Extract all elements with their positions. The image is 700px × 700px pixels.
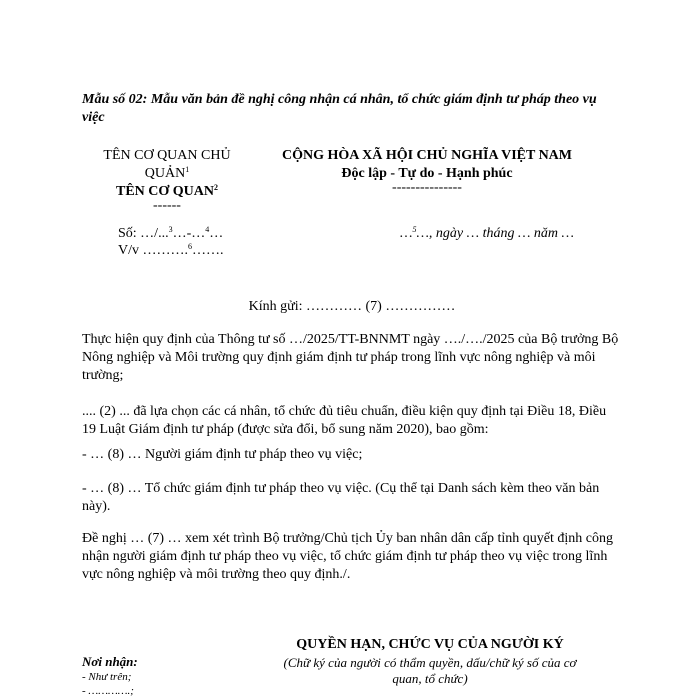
agency-name: TÊN CƠ QUAN$^2$ xyxy=(115,183,218,199)
agency-block xyxy=(82,147,252,211)
recipients-line-2: - ………….; xyxy=(82,685,134,697)
parent-agency-name: TÊN CƠ QUAN CHỦ QUẢN$^1$ xyxy=(103,148,231,181)
recipients-block xyxy=(82,654,262,698)
paragraph-selection: .... (2) ... đã lựa chọn các cá nhân, tổ chức đủ tiêu chuẩn, điều kiện quy định tại Điều 18, Điều 19 Luật Giám định tư pháp (được sửa đổi, bổ sung năm 2020), bao gồm: xyxy=(82,404,607,437)
national-header xyxy=(262,147,592,193)
recipient-line: Kính gửi: ………… (7) …………… xyxy=(248,299,456,314)
recipients-label: Nơi nhận: xyxy=(82,654,138,669)
signature-block xyxy=(280,636,580,687)
list-item-organization: - … (8) … Tổ chức giám định tư pháp theo vụ việc. (Cụ thể tại Danh sách kèm theo văn bản này). xyxy=(82,481,600,514)
agency-separator: ------ xyxy=(153,198,181,213)
nation-separator: --------------- xyxy=(392,180,462,195)
signature-title: QUYỀN HẠN, CHỨC VỤ CỦA NGƯỜI KÝ xyxy=(296,637,564,652)
list-item-individual: - … (8) … Người giám định tư pháp theo vụ việc; xyxy=(82,447,363,462)
document-number: Số: …/...$^3$…-…$^4$… xyxy=(118,225,224,241)
paragraph-legal-basis: Thực hiện quy định của Thông tư số …/2025/TT-BNNMT ngày …./…./2025 của Bộ trưởng Bộ Nông nghiệp và Môi trường quy định giám định tư pháp trong lĩnh vực nông nghiệp và môi trường; xyxy=(82,332,619,383)
signature-note: (Chữ ký của người có thẩm quyền, dấu/chữ ký số của cơ quan, tổ chức) xyxy=(283,655,577,686)
document-subject: V/v ……….$^6$……. xyxy=(118,242,224,258)
form-heading: Mẫu số 02: Mẫu văn bản đề nghị công nhận cá nhân, tổ chức giám định tư pháp theo vụ việc xyxy=(82,92,597,125)
nation-title: CỘNG HÒA XÃ HỘI CHỦ NGHĨA VIỆT NAM xyxy=(281,148,572,163)
paragraph-request: Đề nghị … (7) … xem xét trình Bộ trưởng/Chủ tịch Ủy ban nhân dân cấp tỉnh quyết định công nhận người giám định tư pháp theo vụ việc, tổ chức giám định tư pháp theo vụ việc trong lĩnh vực nông nghiệp và môi trường theo quy định./. xyxy=(82,531,613,582)
nation-motto: Độc lập - Tự do - Hạnh phúc xyxy=(341,166,513,181)
place-date: …$^5$…, ngày … tháng … năm … xyxy=(400,225,574,241)
recipients-line-1: - Như trên; xyxy=(82,671,132,683)
